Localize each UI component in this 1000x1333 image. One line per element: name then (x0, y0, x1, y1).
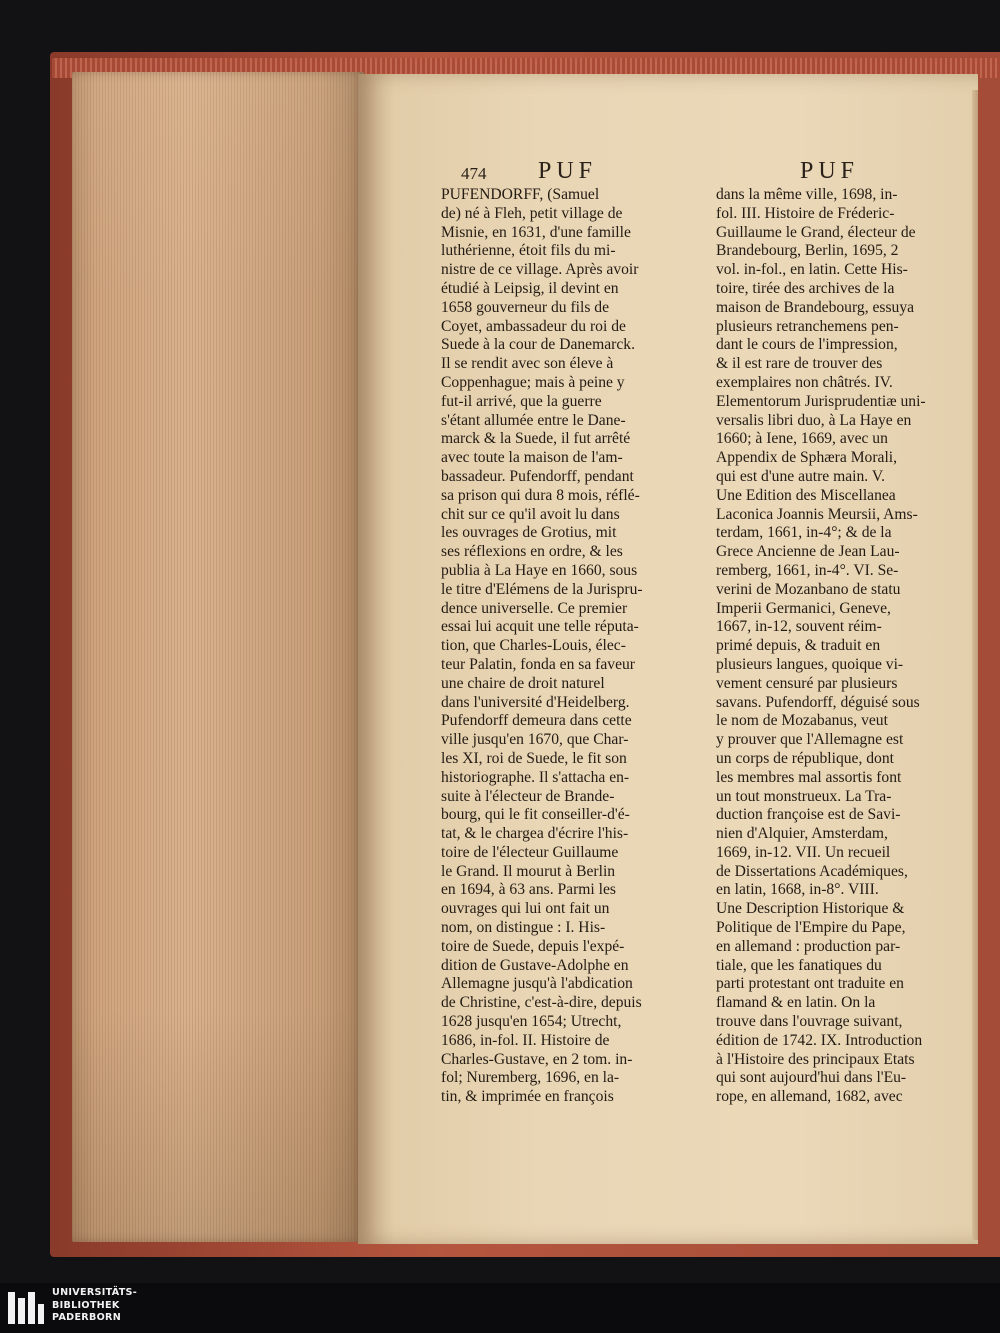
text-line: Il se rendit avec son éleve à (441, 355, 614, 373)
text-line: Coyet, ambassadeur du roi de (441, 317, 626, 335)
running-head-right: PUF (800, 158, 860, 184)
text-line: Allemagne jusqu'à l'abdication (441, 975, 633, 993)
library-logo-icon (6, 1288, 46, 1328)
text-line: verini de Mozanbano de statu (716, 580, 901, 598)
page-block-shade (72, 72, 364, 1242)
library-logo-text (52, 1287, 137, 1325)
footer-bar (0, 1283, 1000, 1333)
text-line: tion, que Charles-Louis, élec- (441, 637, 626, 655)
text-line: Imperii Germanici, Geneve, (716, 599, 891, 617)
text-line: maison de Brandebourg, essuya (716, 298, 915, 316)
text-line: dans l'université d'Heidelberg. (441, 693, 630, 711)
text-line: sa prison qui dura 8 mois, réflé- (441, 486, 640, 504)
text-line: en allemand : production par- (716, 937, 901, 955)
text-line: 1686, in-fol. II. Histoire de (441, 1031, 610, 1049)
page-number: 474 (461, 164, 487, 183)
text-line: Suede à la cour de Danemarck. (441, 336, 635, 354)
text-line: tiale, que les fanatiques du (716, 956, 882, 974)
text-line: 1669, in-12. VII. Un recueil (716, 843, 891, 861)
text-line: Charles-Gustave, en 2 tom. in- (441, 1050, 633, 1068)
logo-text-line: BIBLIOTHEK (52, 1299, 120, 1311)
text-line: 1660; à Iene, 1669, avec un (716, 430, 888, 448)
logo-text-line: PADERBORN (52, 1312, 122, 1324)
text-line: plusieurs retranchemens pen- (716, 317, 899, 335)
text-line: étudié à Leipsig, il devint en (441, 279, 619, 297)
text-line: fol. III. Histoire de Fréderic- (716, 204, 895, 222)
running-head-left: PUF (538, 158, 598, 184)
text-line: un corps de république, dont (716, 749, 894, 767)
text-line: de Christine, c'est-à-dire, depuis (441, 994, 642, 1012)
text-line: ville jusqu'en 1670, que Char- (441, 731, 629, 749)
text-line: le nom de Mozabanus, veut (716, 712, 888, 730)
text-line: qui sont aujourd'hui dans l'Eu- (716, 1069, 907, 1087)
text-line: Pufendorff demeura dans cette (441, 712, 632, 730)
text-line: suite à l'électeur de Brande- (441, 787, 615, 805)
text-line: 1667, in-12, souvent réim- (716, 618, 882, 636)
text-line: & il est rare de trouver des (716, 355, 883, 373)
logo-text-line: UNIVERSITÄTS- (52, 1287, 138, 1298)
text-line: savans. Pufendorff, déguisé sous (716, 693, 920, 711)
text-line: bourg, qui le fit conseiller-d'é- (441, 806, 630, 824)
text-line: primé depuis, & traduit en (716, 637, 881, 655)
text-line: avec toute la maison de l'am- (441, 449, 623, 467)
text-line: les ouvrages de Grotius, mit (441, 524, 617, 542)
text-line: dence universelle. Ce premier (441, 599, 628, 617)
text-line: en latin, 1668, in-8°. VIII. (716, 881, 879, 899)
text-line: le Grand. Il mourut à Berlin (441, 862, 616, 880)
text-line: Elementorum Jurisprudentiæ uni- (716, 392, 926, 410)
text-line: Laconica Joannis Meursii, Ams- (716, 505, 918, 523)
text-line: Politique de l'Empire du Pape, (716, 919, 906, 937)
text-line: Une Description Historique & (716, 900, 905, 918)
text-line: nom, on distingue : I. His- (441, 919, 606, 937)
text-line: fol; Nuremberg, 1696, en la- (441, 1069, 620, 1087)
text-line: chit sur ce qu'il avoit lu dans (441, 505, 620, 523)
text-line: de) né à Fleh, petit village de (441, 204, 623, 222)
text-line: teur Palatin, fonda en sa faveur (441, 655, 635, 673)
text-line: Guillaume le Grand, électeur de (716, 223, 916, 241)
text-line: parti protestant ont traduite en (716, 975, 904, 993)
text-line: fut-il arrivé, que la guerre (441, 392, 602, 410)
text-line: les membres mal assortis font (716, 768, 902, 786)
text-line: Grece Ancienne de Jean Lau- (716, 543, 900, 561)
text-line: terdam, 1661, in-4°; & de la (716, 524, 892, 542)
text-line: essai lui acquit une telle réputa- (441, 618, 639, 636)
text-line: marck & la Suede, il fut arrêté (441, 430, 631, 448)
text-line: PUFENDORFF, (Samuel (441, 186, 600, 203)
text-line: ouvrages qui lui ont fait un (441, 900, 610, 918)
text-line: versalis libri duo, à La Haye en (716, 411, 912, 429)
text-line: en 1694, à 63 ans. Parmi les (441, 881, 616, 899)
text-line: les XI, roi de Suede, le fit son (441, 749, 627, 767)
text-line: un tout monstrueux. La Tra- (716, 787, 892, 805)
text-line: flamand & en latin. On la (716, 994, 876, 1012)
text-line: trouve dans l'ouvrage suivant, (716, 1013, 903, 1031)
text-line: 1628 jusqu'en 1654; Utrecht, (441, 1013, 622, 1031)
text-line: publia à La Haye en 1660, sous (441, 561, 638, 579)
text-line: le titre d'Elémens de la Jurispru- (441, 580, 643, 598)
text-column-right (716, 186, 948, 1107)
text-line: rope, en allemand, 1682, avec (716, 1088, 903, 1106)
text-line: ses réflexions en ordre, & les (441, 543, 623, 561)
page-fore-edge (972, 90, 978, 1240)
text-line: dant le cours de l'impression, (716, 336, 898, 354)
text-line: bassadeur. Pufendorff, pendant (441, 467, 634, 485)
text-line: nistre de ce village. Après avoir (441, 261, 639, 279)
text-line: Misnie, en 1631, d'une famille (441, 223, 631, 241)
text-line: remberg, 1661, in-4°. VI. Se- (716, 561, 899, 579)
text-column-left (441, 186, 703, 1107)
text-line: s'étant allumée entre le Dane- (441, 411, 626, 429)
text-line: Une Edition des Miscellanea (716, 486, 896, 504)
text-line: toire, tirée des archives de la (716, 279, 895, 297)
text-line: Coppenhague; mais à peine y (441, 373, 625, 391)
text-line: toire de Suede, depuis l'expé- (441, 937, 625, 955)
text-line: nien d'Alquier, Amsterdam, (716, 825, 888, 843)
text-line: qui est d'une autre main. V. (716, 467, 885, 485)
text-line: de Dissertations Académiques, (716, 862, 908, 880)
text-line: Appendix de Sphæra Morali, (716, 449, 898, 467)
text-line: plusieurs langues, quoique vi- (716, 655, 904, 673)
text-line: tat, & le chargea d'écrire l'his- (441, 825, 629, 843)
text-line: à l'Histoire des principaux Etats (716, 1050, 915, 1068)
text-line: dition de Gustave-Adolphe en (441, 956, 629, 974)
text-line: historiographe. Il s'attacha en- (441, 768, 630, 786)
text-line: luthérienne, étoit fils du mi- (441, 242, 616, 260)
text-line: une chaire de droit naturel (441, 674, 605, 692)
text-line: dans la même ville, 1698, in- (716, 186, 898, 203)
text-line: édition de 1742. IX. Introduction (716, 1031, 923, 1049)
text-line: duction françoise est de Savi- (716, 806, 901, 824)
text-line: vement censuré par plusieurs (716, 674, 898, 692)
text-line: 1658 gouverneur du fils de (441, 298, 610, 316)
text-line: Brandebourg, Berlin, 1695, 2 (716, 242, 899, 260)
text-line: toire de l'électeur Guillaume (441, 843, 619, 861)
text-line: tin, & imprimée en françois (441, 1088, 614, 1106)
text-line: vol. in-fol., en latin. Cette His- (716, 261, 908, 279)
text-line: y prouver que l'Allemagne est (716, 731, 904, 749)
text-line: exemplaires non châtrés. IV. (716, 373, 893, 391)
